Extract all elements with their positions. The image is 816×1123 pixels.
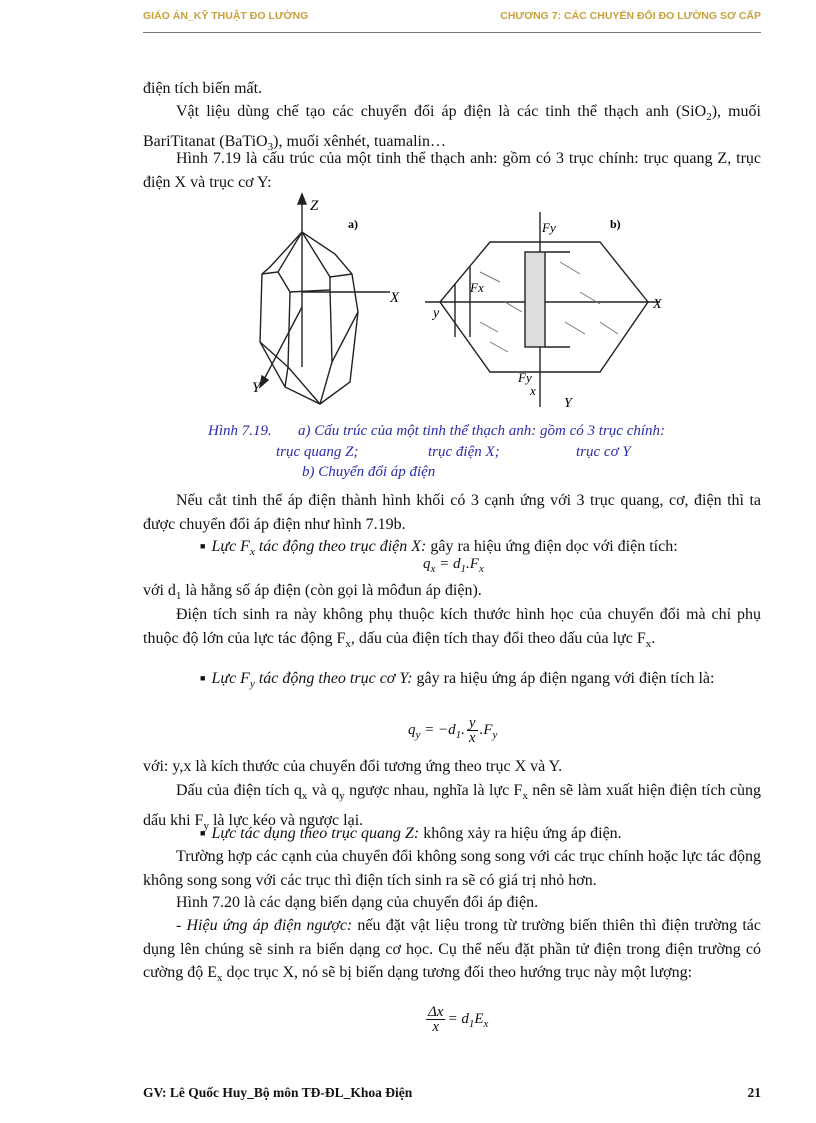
axis-x-label-b: X: [653, 297, 662, 312]
paragraph-3: Hình 7.19 là cấu trúc của một tinh thể thạch anh: gồm có 3 trục chính: trục quang Z, trục điện X và trục cơ Y:: [143, 150, 761, 191]
header-left: GIÁO ÁN_KỸ THUẬT ĐO LƯỜNG: [143, 10, 309, 22]
paragraph-5: với $d_1$ là hằng số áp điện (còn gọi là môđun áp điện).: [143, 582, 482, 603]
caption-line-2a: trục quang Z;: [276, 444, 359, 460]
fy-bottom-label: Fy: [518, 370, 532, 385]
page-header: [143, 10, 761, 33]
axis-z-label: Z: [310, 198, 319, 214]
paragraph-1: điện tích biến mất.: [143, 80, 263, 97]
caption-line-2b: trục điện X;: [428, 444, 500, 460]
bullet-fy: ■ Lực $F_y$ tác động theo trục cơ Y: gây ra hiệu ứng áp điện ngang với điện tích là:: [200, 670, 715, 691]
y-dimension-label: y: [433, 306, 440, 321]
paragraph-6: Điện tích sinh ra này không phụ thuộc kích thước hình học của chuyển đổi mà chỉ phụ thuộc độ lớn của lực tác động $F_x$, dấu của điện tích thay đổi theo dấu của lực $F_x$.: [143, 606, 761, 650]
caption-line-2c: trục cơ Y: [576, 444, 631, 460]
paragraph-7: với: y,x là kích thước của chuyển đổi tương ứng theo trục X và Y.: [143, 758, 563, 775]
paragraph-8: Dấu của điện tích $q_x$ và $q_y$ ngược nhau, nghĩa là lực $F_x$ nên sẽ làm xuất hiện điện tích cùng dấu khi $F_y$ là lực kéo và ngược lại.: [143, 782, 762, 833]
crystal-outline: [260, 232, 358, 404]
page-number: 21: [747, 1085, 761, 1100]
footer-author: GV: Lê Quốc Huy_Bộ môn TĐ-ĐL_Khoa Điện: [143, 1085, 413, 1100]
caption-line-1: Hình 7.19. a) Cấu trúc của một tinh thể thạch anh: gồm có 3 trục chính:: [208, 423, 666, 439]
paragraph-4: Nếu cắt tinh thể áp điện thành hình khối có 3 cạnh ứng với 3 trục quang, cơ, điện thì ta được chuyển đổi áp điện như hình 7.19b.: [143, 492, 761, 533]
paragraph-2: Vật liệu dùng chế tạo các chuyển đổi áp điện là các tinh thể thạch anh (SiO$_2$), muối BariTitanat (BaTiO$_3$), muối xênhét, tuamalin…: [143, 103, 761, 154]
bullet-z: ■ Lực tác dụng theo trục quang Z: không xảy ra hiệu ứng áp điện.: [200, 825, 622, 842]
axis-y-label-a: Y: [252, 380, 261, 396]
page-footer: [143, 1085, 761, 1105]
equation-qy: $q_y = -d_1$. $\frac{y}{x}$ $.F_y$: [408, 715, 498, 746]
x-dimension-label: x: [530, 383, 536, 398]
paragraph-9: Trường hợp các cạnh của chuyển đổi không song song với các trục chính hoặc lực tác động không song song với các trục thì điện tích sinh ra sẽ có giá trị nhỏ hơn.: [143, 848, 761, 889]
crystal-figure: [240, 192, 670, 414]
paragraph-11: - Hiệu ứng áp điện ngược: nếu đặt vật liệu trong từ trường biến thiên thì điện trường tác dụng lên chúng sẽ sinh ra biến dạng cơ học. Cụ thể nếu đặt phần tử điện trong điện trường có cường độ $E_x$ dọc trục X, nó sẽ bị biến dạng tương đối theo hướng trục này một lượng:: [143, 917, 762, 985]
bullet-fx: ■ Lực $F_x$ tác động theo trục điện X: gây ra hiệu ứng điện dọc với điện tích:: [200, 538, 678, 559]
header-right: CHƯƠNG 7: CÁC CHUYỂN ĐỔI ĐO LƯỜNG SƠ CẤP: [500, 10, 761, 22]
fy-top-label: Fy: [542, 220, 556, 235]
axis-x-label-a: X: [390, 290, 400, 306]
paragraph-10: Hình 7.20 là các dạng biến dạng của chuyển đổi áp điện.: [176, 894, 539, 911]
z-axis-arrow: [298, 194, 306, 204]
fx-label: Fx: [470, 280, 484, 295]
equation-strain: $\frac{\Delta x}{x}$ = $d_1E_x$: [428, 1004, 489, 1035]
axis-y-label-b: Y: [564, 396, 572, 411]
label-a: a): [348, 217, 358, 231]
caption-line-3: b) Chuyển đổi áp điện: [302, 464, 436, 480]
label-b: b): [610, 217, 621, 231]
equation-qx: $q_x = d_1.F_x$: [423, 556, 484, 575]
piezo-element: [525, 252, 545, 347]
